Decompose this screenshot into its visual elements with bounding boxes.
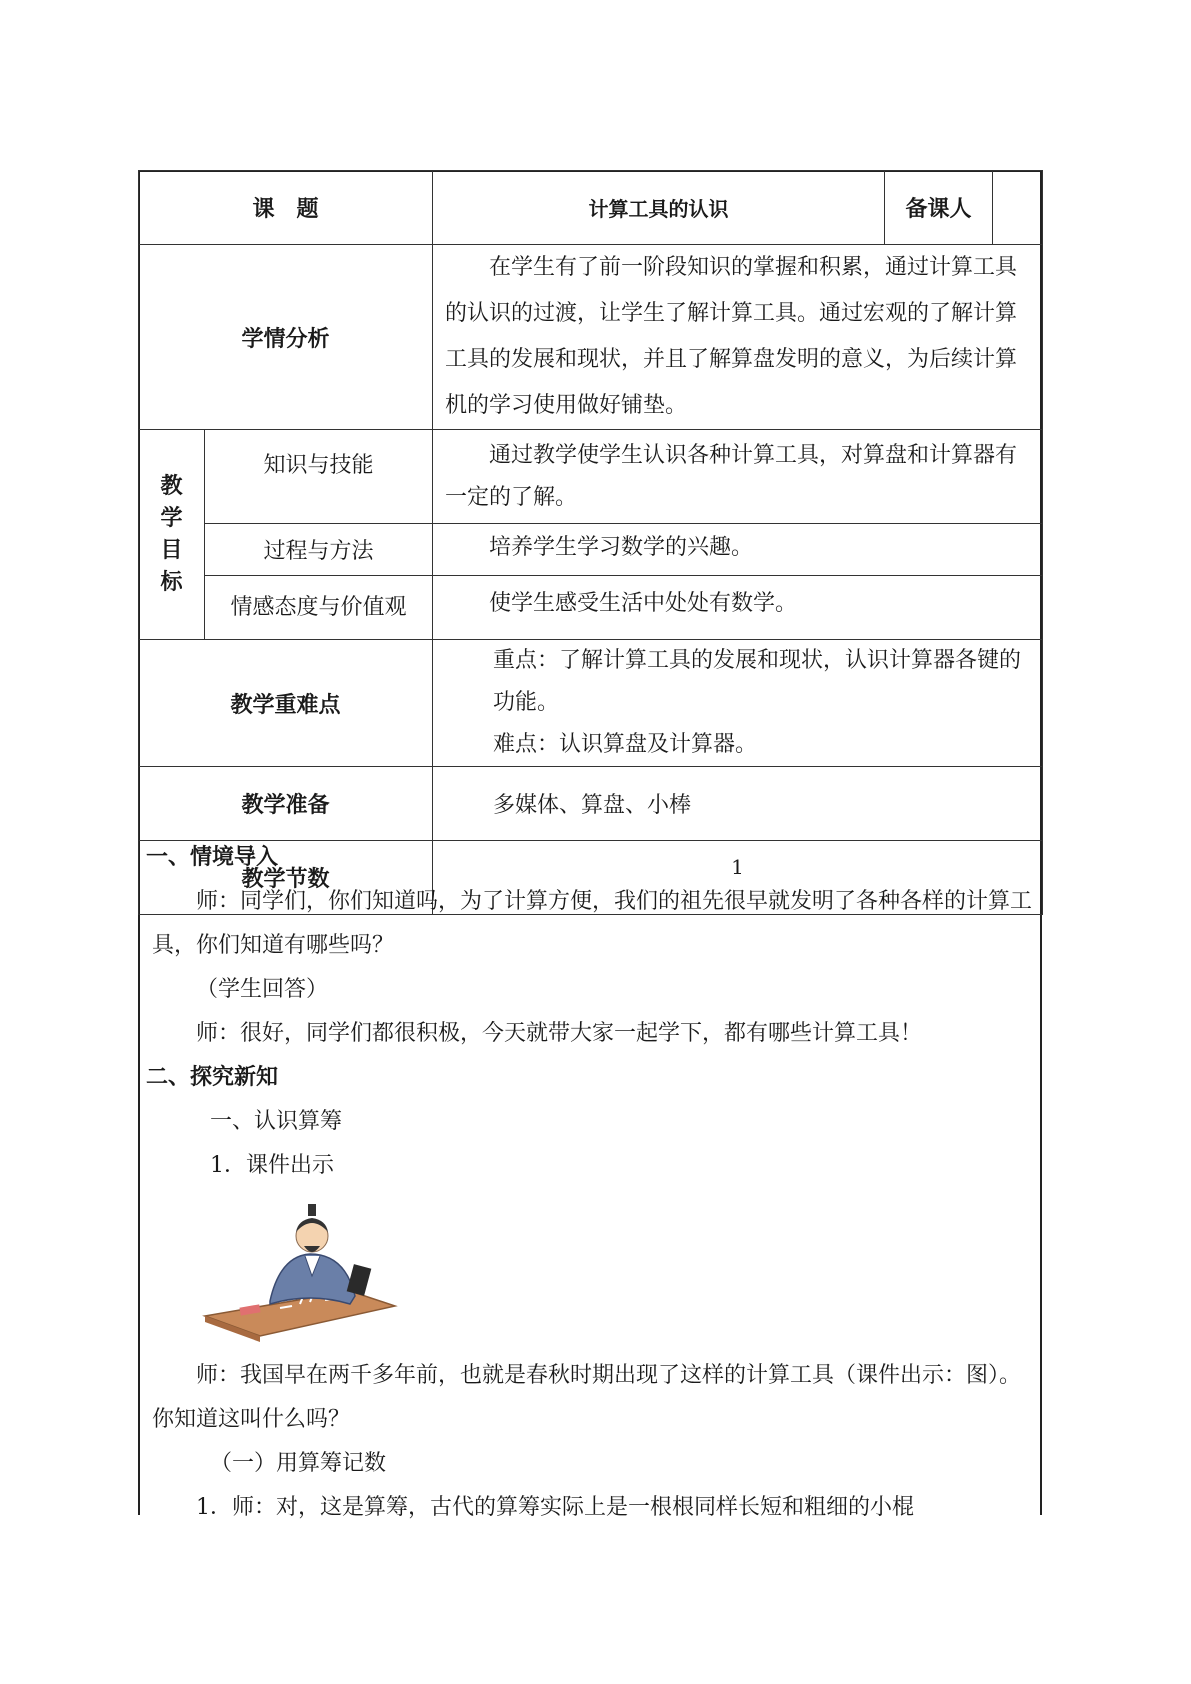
section-2-title: 二、探究新知 xyxy=(146,1065,279,1090)
prep-label: 教学准备 xyxy=(139,767,433,841)
preparer-value xyxy=(993,171,1043,245)
goal-label-attitude: 情感态度与价值观 xyxy=(205,576,433,640)
subject-value: 计算工具的认识 xyxy=(433,171,885,245)
section-1-title: 一、情境导入 xyxy=(146,845,279,870)
goal-text-knowledge: 通过教学使学生认识各种计算工具，对算盘和计算器有一定的了解。 xyxy=(433,430,1043,524)
focus-label: 教学重难点 xyxy=(139,640,433,767)
analysis-text: 在学生有了前一阶段知识的掌握和积累，通过计算工具的认识的过渡，让学生了解计算工具。通过宏观的了解计算工具的发展和现状，并且了解算盘发明的意义，为后续计算机的学习使用做好铺垫。 xyxy=(433,245,1043,430)
lesson-body xyxy=(146,836,1033,1530)
section-2-item-1: 1．课件出示 xyxy=(210,1153,334,1178)
preparer-label: 备课人 xyxy=(885,171,993,245)
goal-text-process: 培养学生学习数学的兴趣。 xyxy=(433,524,1043,576)
goals-char: 目 xyxy=(160,537,183,563)
section-1-paragraph-3: 师：很好，同学们都很积极，今天就带大家一起学下，都有哪些计算工具！ xyxy=(196,1021,923,1046)
prep-text: 多媒体、算盘、小棒 xyxy=(433,767,1043,841)
periods-value: 1 xyxy=(433,841,1043,915)
section-1-paragraph-2: （学生回答） xyxy=(196,977,329,1002)
analysis-label: 学情分析 xyxy=(139,245,433,430)
lesson-plan-table xyxy=(138,170,1043,915)
goal-text-attitude: 使学生感受生活中处处有数学。 xyxy=(433,576,1043,640)
section-2-subtitle-2: （一）用算筹记数 xyxy=(210,1451,387,1476)
goals-char: 教 xyxy=(160,473,183,499)
ancient-counting-rods-illustration xyxy=(200,1196,400,1346)
focus-cell xyxy=(433,640,1043,767)
key-point: 重点：了解计算工具的发展和现状，认识计算器各键的功能。 xyxy=(493,648,1022,715)
goals-char: 学 xyxy=(160,505,183,531)
goal-label-process: 过程与方法 xyxy=(205,524,433,576)
goals-label xyxy=(139,430,205,640)
difficult-point: 难点：认识算盘及计算器。 xyxy=(493,732,758,757)
subject-label: 课 题 xyxy=(139,171,433,245)
goals-char: 标 xyxy=(160,569,183,595)
periods-label: 教学节数 xyxy=(139,841,433,915)
section-2-paragraph-1: 师：我国早在两千多年前，也就是春秋时期出现了这样的计算工具（课件出示：图）。你知道这叫什么吗？ xyxy=(152,1363,1022,1432)
section-2-subtitle-1: 一、认识算筹 xyxy=(210,1109,343,1134)
section-2-paragraph-2: 1．师：对，这是算筹，古代的算筹实际上是一根根同样长短和粗细的小棍 xyxy=(196,1495,914,1520)
section-1-paragraph-1: 师：同学们，你们知道吗，为了计算方便，我们的祖先很早就发明了各种各样的计算工具，你们知道有哪些吗？ xyxy=(152,889,1033,958)
goal-label-knowledge: 知识与技能 xyxy=(205,430,433,524)
